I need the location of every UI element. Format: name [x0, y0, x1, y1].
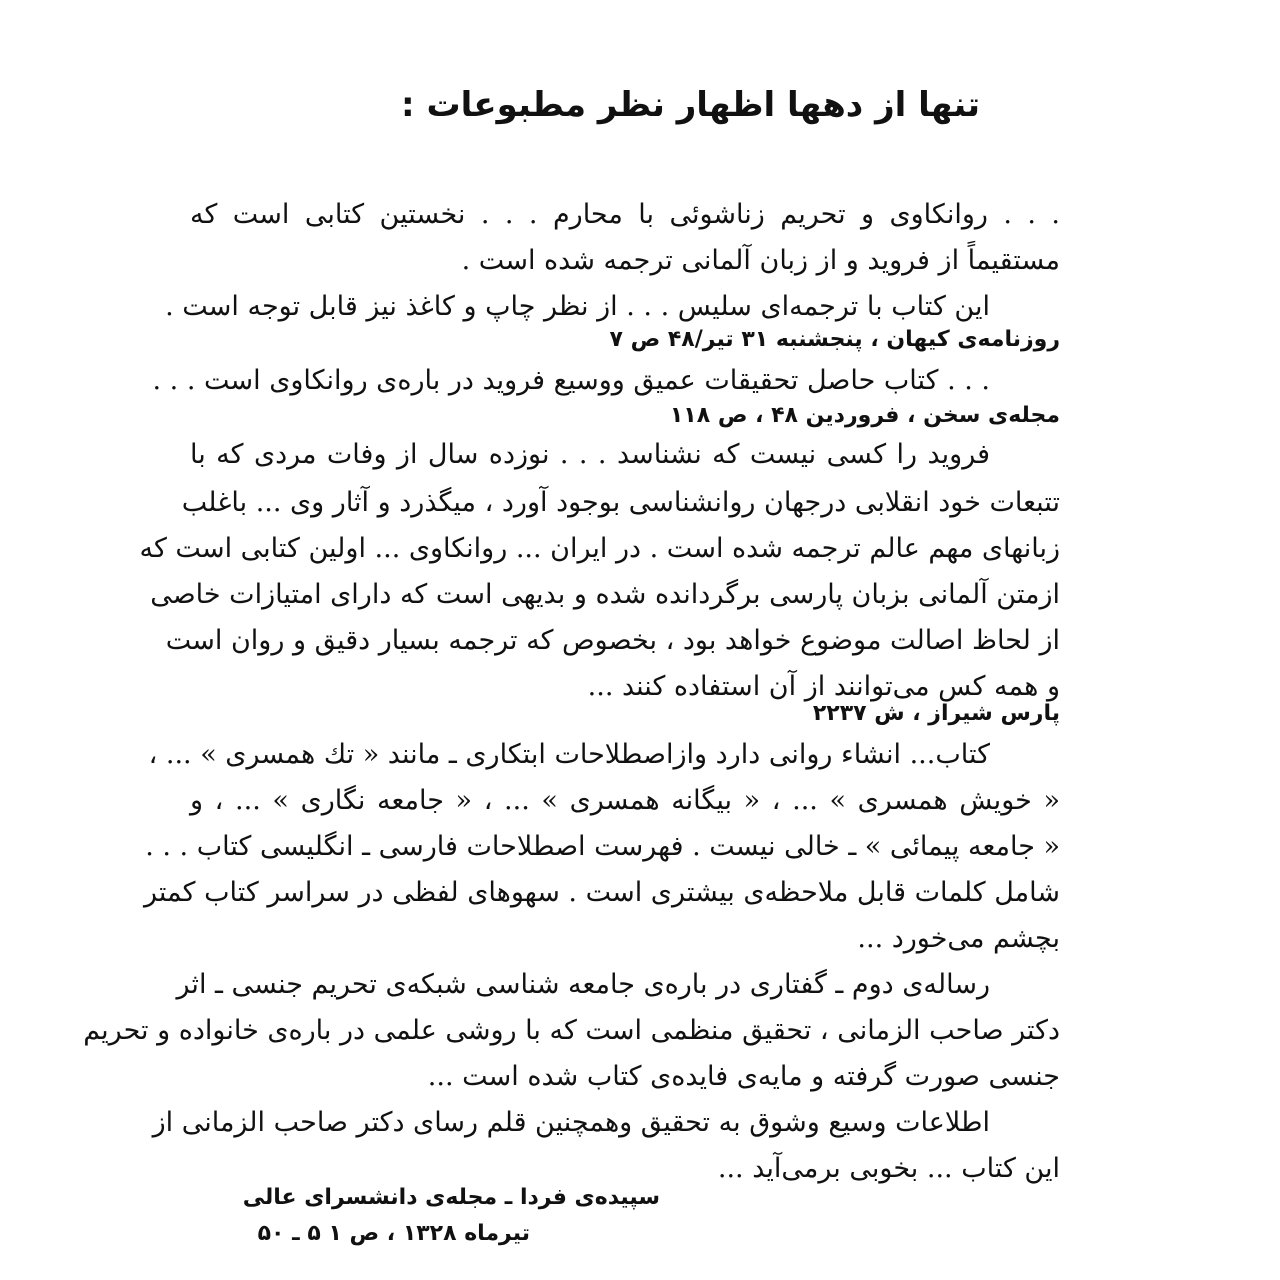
review-sepideh-line-2: « خویش همسری » ... ، « بیگانه همسری » ... ، « جامعه نگاری » ... ، و	[190, 785, 1060, 816]
source-pars-shiraz: پارس شیراز ، ش ۲۲۳۷	[812, 701, 1060, 726]
source-sepideh-farda: سپیده‌ی فردا ـ مجله‌ی دانشسرای عالی	[242, 1185, 660, 1210]
reviews-block	[83, 180, 1060, 1246]
review-sepideh-line-10: این کتاب ... بخوبی برمی‌آید ...	[717, 1153, 1060, 1184]
review-sokhan-line-1: . . . کتاب حاصل تحقیقات عمیق ووسیع فروید در باره‌ی روانکاوی است . . .	[152, 365, 990, 396]
review-pars-line-2: تتبعات خود انقلابی درجهان روانشناسی بوجود آورد ، میگذرد و آثار وی ... باغلب	[181, 487, 1060, 518]
review-kayhan-line-2: مستقیماً از فروید و از زبان آلمانی ترجمه شده است .	[461, 245, 1060, 276]
review-pars-line-1: فروید را کسی نیست که نشناسد . . . نوزده سال از وفات مردی که با	[190, 439, 990, 470]
review-sepideh-line-8: جنسی صورت گرفته و مایه‌ی فایده‌ی کتاب شده است ...	[427, 1061, 1060, 1092]
review-pars-line-6: و همه کس می‌توانند از آن استفاده کنند ...	[587, 671, 1060, 702]
review-pars-line-4: ازمتن آلمانی بزبان پارسی برگردانده شده و بدیهی است که دارای امتیازات خاصی	[150, 579, 1060, 610]
review-sepideh-line-6: رساله‌ی دوم ـ گفتاری در باره‌ی جامعه شناسی شبکه‌ی تحریم جنسی ـ اثر	[176, 969, 990, 1000]
source-sokhan: مجله‌ی سخن ، فروردین ۴۸ ، ص ۱۱۸	[669, 403, 1060, 428]
source-kayhan: روزنامه‌ی کیهان ، پنجشنبه ۳۱ تیر/۴۸ ص ۷	[609, 327, 1060, 352]
review-sepideh-line-4: شامل کلمات قابل ملاحظه‌ی بیشتری است . سهوهای لفظی در سراسر کتاب کمتر	[144, 877, 1060, 908]
review-sepideh-line-9: اطلاعات وسیع وشوق به تحقیق وهمچنین قلم رسای دکتر صاحب الزمانی از	[152, 1107, 990, 1138]
review-sepideh-line-3: « جامعه پیمائی » ـ خالی نیست . فهرست اصطلاحات فارسی ـ انگلیسی کتاب . . .	[145, 831, 1060, 862]
review-sepideh-line-5: بچشم می‌خورد ...	[857, 923, 1060, 954]
review-kayhan-line-1: . . . روانکاوی و تحریم زناشوئی با محارم . . . نخستین کتابی است که	[190, 199, 1060, 230]
page-title: تنها از دهها اظهار نظر مطبوعات :	[401, 85, 980, 125]
review-sepideh-line-7: دکتر صاحب الزمانی ، تحقیق منظمی است که با روشی علمی در باره‌ی خانواده و تحریم	[83, 1015, 1060, 1046]
review-pars-line-5: از لحاظ اصالت موضوع خواهد بود ، بخصوص که ترجمه بسیار دقیق و روان است	[165, 625, 1060, 656]
review-kayhan-line-3: این کتاب با ترجمه‌ای سلیس . . . از نظر چاپ و کاغذ نیز قابل توجه است .	[165, 291, 990, 322]
source-sepideh-farda-date: تیرماه ۱۳۲۸ ، ص ۱ ۵ ـ ۵۰	[257, 1221, 530, 1246]
review-pars-line-3: زبانهای مهم عالم ترجمه شده است . در ایران ... روانکاوی ... اولین کتابی است که	[139, 533, 1060, 564]
review-sepideh-line-1: کتاب... انشاء روانی دارد وازاصطلاحات ابتکاری ـ مانند « تك همسری » ... ،	[148, 739, 990, 770]
